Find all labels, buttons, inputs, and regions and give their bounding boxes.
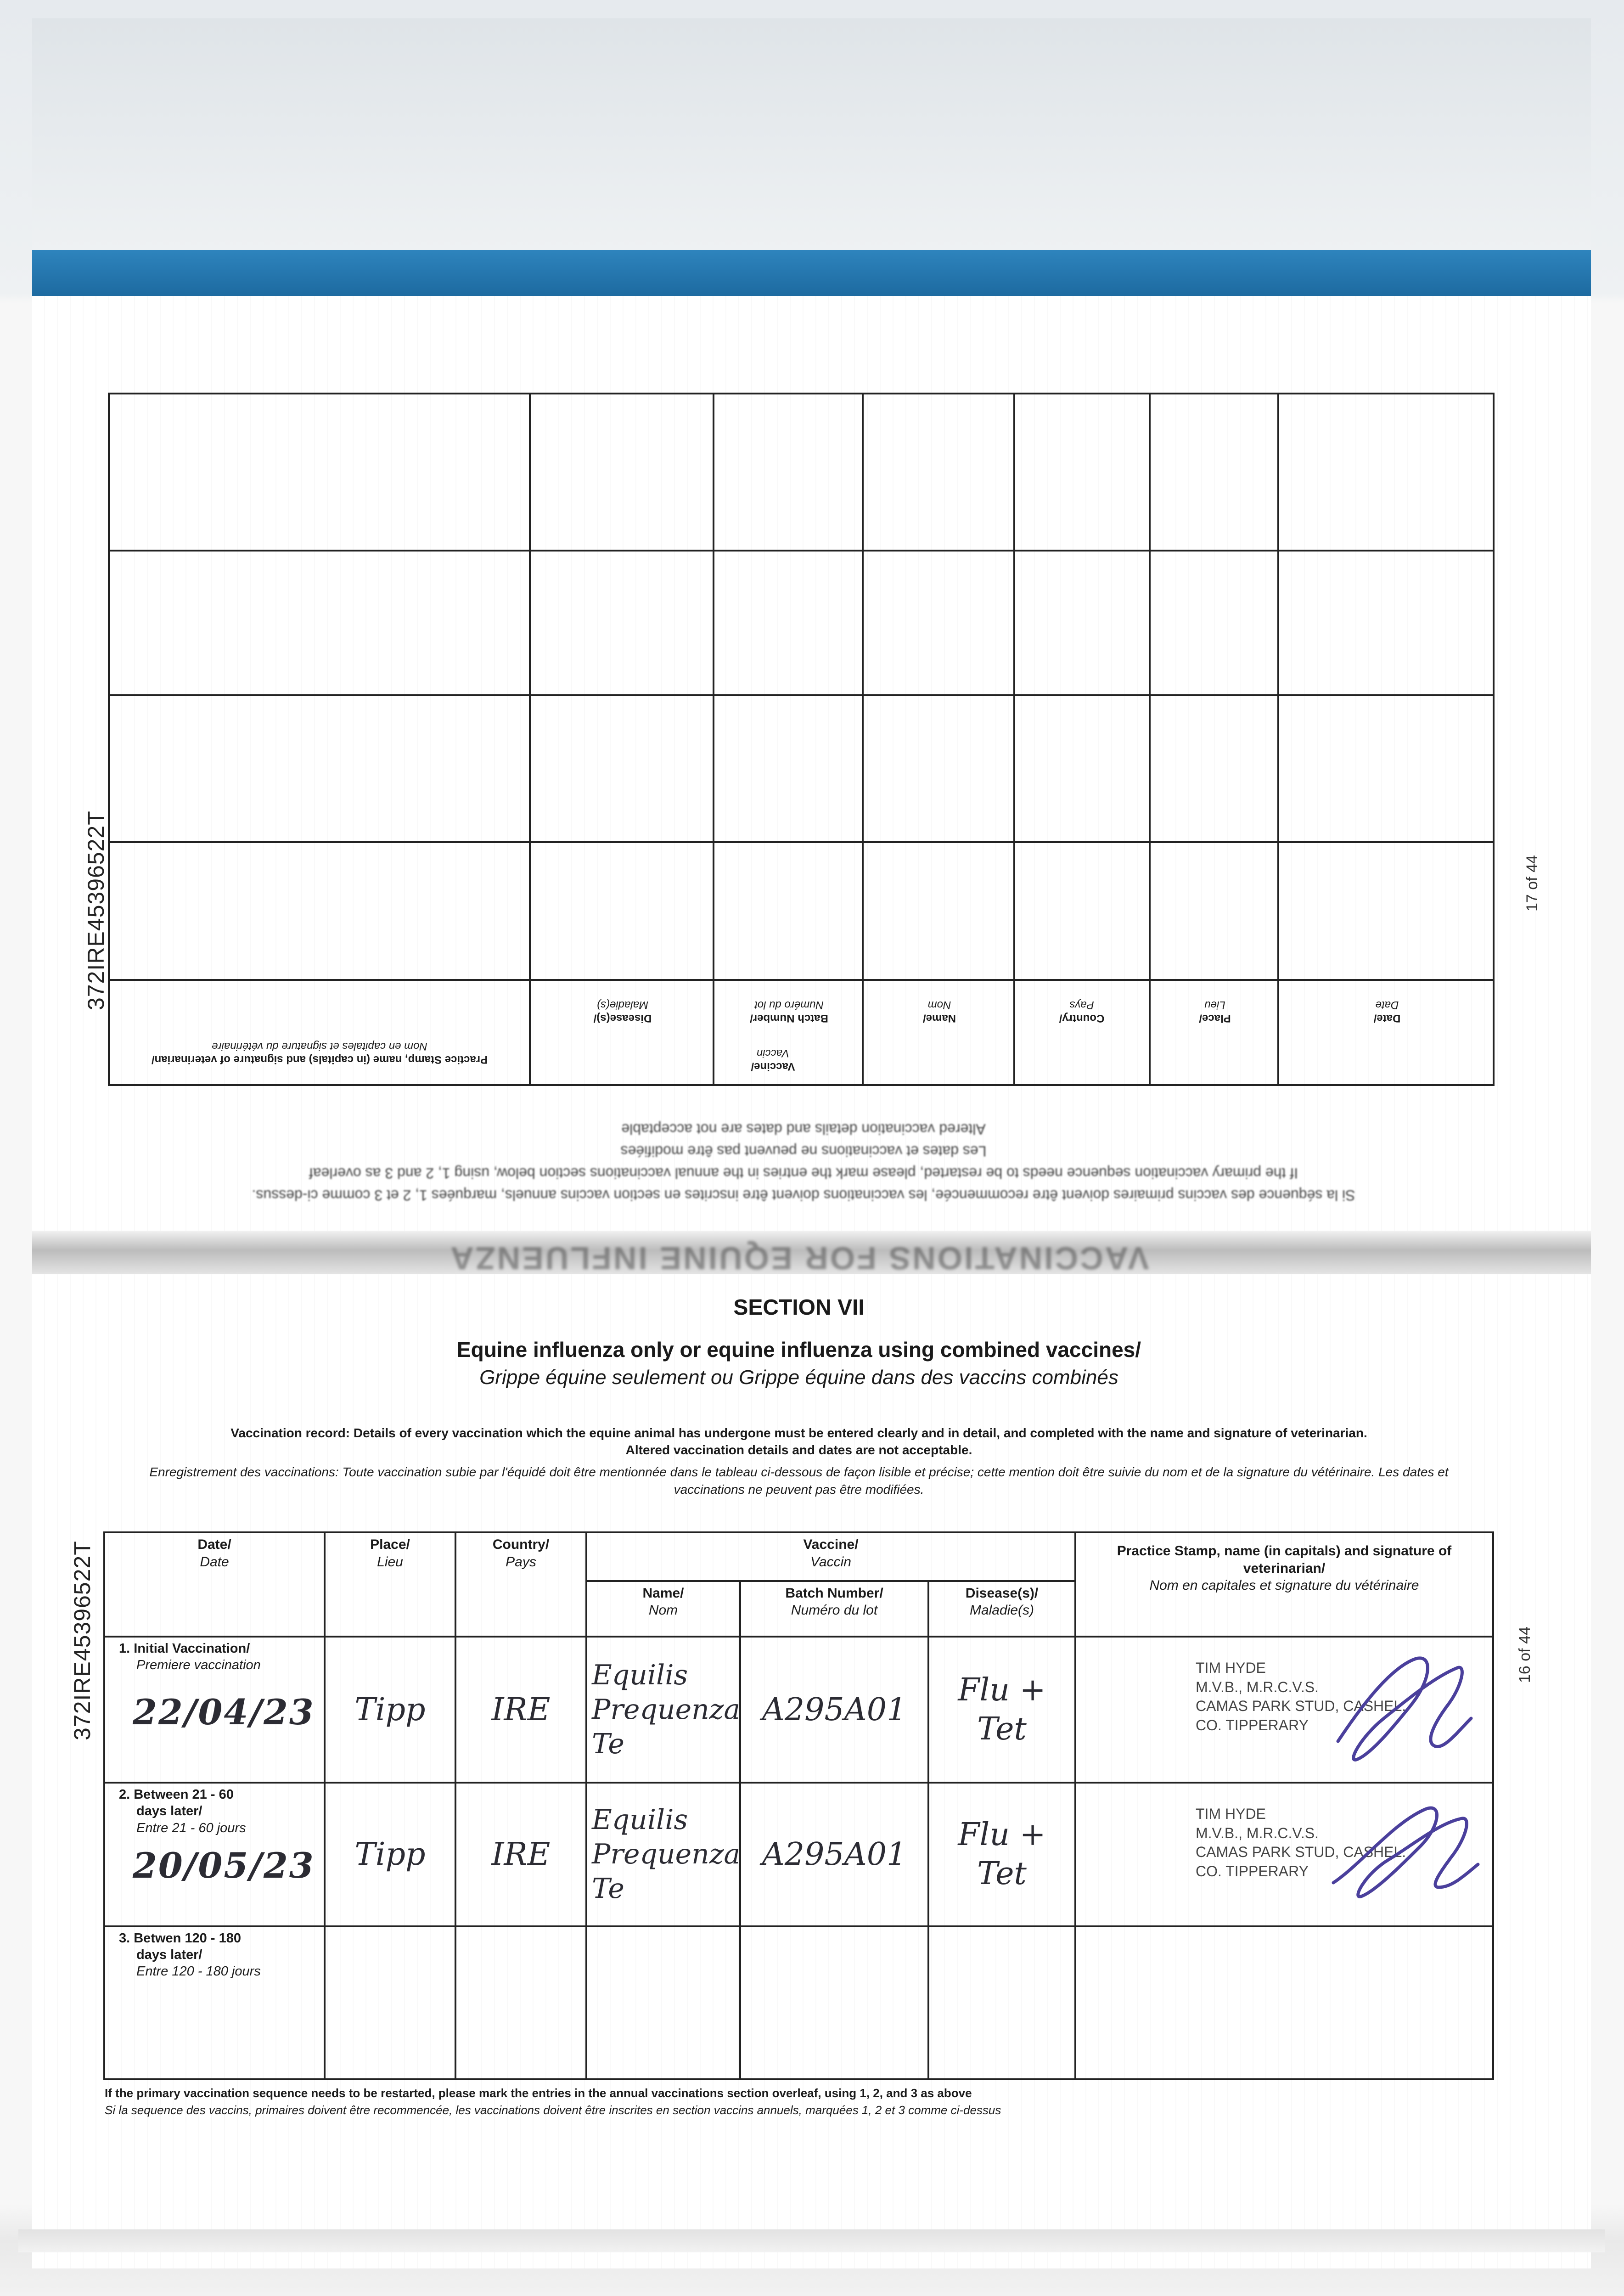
upper-practice-label-fr: Nom en capitales et signature du vétérinaire bbox=[212, 1040, 427, 1053]
row-3-country bbox=[455, 1926, 586, 2079]
upper-practice-header bbox=[113, 1039, 526, 1066]
upper-country-label-fr: Pays bbox=[1069, 999, 1094, 1012]
stamp-county: CO. TIPPERARY bbox=[1196, 1716, 1309, 1733]
disease-label: Disease(s)/ bbox=[965, 1585, 1039, 1601]
stamp-practice: CAMAS PARK STUD, CASHEL. bbox=[1196, 1698, 1406, 1715]
batch-number-header bbox=[740, 1581, 928, 1637]
row-3-batch-number bbox=[740, 1926, 928, 2079]
row-2-vaccine-name: Equilis Prequenza Te bbox=[586, 1783, 740, 1926]
disease-label-fr: Maladie(s) bbox=[969, 1603, 1034, 1618]
place-label-fr: Lieu bbox=[377, 1554, 403, 1570]
date-label: Date/ bbox=[197, 1537, 231, 1552]
grid-line bbox=[110, 550, 1493, 551]
row-2-country: IRE bbox=[455, 1783, 586, 1926]
upper-vaccine-header bbox=[535, 1046, 1011, 1073]
row-3-label-cell bbox=[104, 1926, 325, 2079]
record-instructions-english-2: Altered vaccination details and dates are not acceptable. bbox=[625, 1443, 972, 1457]
upper-note-fr-altered: Les dates et vaccinations ne peuvent pas être modifiées bbox=[620, 1143, 987, 1159]
upper-name-label-fr: Nom bbox=[927, 999, 951, 1012]
top-cover-edge bbox=[32, 18, 1591, 250]
date-label-fr: Date bbox=[200, 1554, 229, 1570]
upper-place-label: Place/ bbox=[1199, 1012, 1231, 1024]
row-1-label-fr: Premiere vaccination bbox=[136, 1658, 261, 1673]
upper-name-header bbox=[868, 998, 1011, 1024]
record-instructions-french: Enregistrement des vaccinations: Toute vaccination subie par l'équidé doit être mentionnée dans le tableau ci-dessous de façon lisible et précise; cette mention doit être suivie du nom et de la signature du vétérinaire. Les dates et vaccinations ne peuvent pas être modifiées. bbox=[149, 1465, 1449, 1497]
table-row bbox=[104, 1926, 1493, 2079]
vaccine-label-fr: Vaccin bbox=[810, 1554, 851, 1570]
date-header bbox=[104, 1532, 325, 1637]
row-2-label: 2. Between 21 - 60 bbox=[119, 1787, 234, 1802]
grid-line bbox=[110, 979, 1493, 981]
footnote-french: Si la sequence des vaccins, primaires doivent être recommencée, les vaccinations doivent être inscrites en section vaccins annuels, marquées 1, 2 et 3 comme ci-dessus bbox=[105, 2103, 1001, 2117]
upper-note-en-altered: Altered vaccination details and dates are not acceptable bbox=[621, 1121, 986, 1137]
practice-label: Practice Stamp, name (in capitals) and signature of veterinarian/ bbox=[1117, 1543, 1452, 1576]
header-row-1 bbox=[104, 1532, 1493, 1581]
upper-page-number: 17 of 44 bbox=[1523, 855, 1541, 912]
vaccine-header bbox=[586, 1532, 1075, 1581]
batch-label-fr: Numéro du lot bbox=[791, 1603, 878, 1618]
row-3-label-2: days later/ bbox=[136, 1947, 202, 1963]
blue-cover-band bbox=[32, 250, 1591, 296]
row-2-disease: Flu + Tet bbox=[928, 1783, 1075, 1926]
place-header bbox=[325, 1532, 455, 1637]
row-2-label-fr: Entre 21 - 60 jours bbox=[136, 1820, 246, 1835]
upper-date-label: Date/ bbox=[1373, 1012, 1401, 1024]
row-3-label-fr: Entre 120 - 180 jours bbox=[136, 1964, 261, 1979]
upper-date-label-fr: Date bbox=[1375, 999, 1399, 1012]
stamp-vet-name: TIM HYDE bbox=[1196, 1660, 1266, 1677]
disease-header bbox=[928, 1581, 1075, 1637]
upper-note-en-restart: If the primary vaccination sequence needs to be restarted, please mark the entries in the annual vaccinations section below, using 1, 2 and 3 as overleaf bbox=[309, 1165, 1298, 1182]
vet-stamp bbox=[1081, 1640, 1488, 1735]
upper-document-id: 372IRE45396522T bbox=[83, 810, 109, 1010]
row-3-place bbox=[325, 1926, 455, 2079]
stamp-qualifications: M.V.B., M.R.C.V.S. bbox=[1196, 1678, 1319, 1695]
grid-line bbox=[110, 694, 1493, 696]
upper-name-label: Name/ bbox=[922, 1012, 956, 1024]
stamp-vet-name: TIM HYDE bbox=[1196, 1806, 1266, 1822]
row-1-batch-number: A295A01 bbox=[740, 1637, 928, 1783]
upper-country-header bbox=[1017, 998, 1146, 1024]
table-row bbox=[104, 1783, 1493, 1926]
upper-practice-label: Practice Stamp, name (in capitals) and signature of veterinarian/ bbox=[151, 1053, 488, 1066]
footnote-english: If the primary vaccination sequence needs to be restarted, please mark the entries in the annual vaccinations section overleaf, using 1, 2, and 3 as above bbox=[105, 2086, 972, 2100]
primary-vaccination-table bbox=[103, 1531, 1494, 2080]
name-label-fr: Nom bbox=[648, 1603, 678, 1618]
vet-signature-icon bbox=[1320, 1649, 1485, 1769]
row-1-place: Tipp bbox=[325, 1637, 455, 1783]
country-label: Country/ bbox=[492, 1537, 550, 1552]
lower-page-number: 16 of 44 bbox=[1516, 1626, 1534, 1683]
upper-batch-label: Batch Number/ bbox=[750, 1012, 828, 1024]
row-2-practice-stamp bbox=[1075, 1783, 1493, 1926]
practice-stamp-header bbox=[1075, 1532, 1493, 1637]
upper-vaccination-table bbox=[108, 393, 1495, 1086]
row-3-disease bbox=[928, 1926, 1075, 2079]
country-label-fr: Pays bbox=[506, 1554, 536, 1570]
upper-batch-header bbox=[719, 998, 859, 1024]
row-1-practice-stamp bbox=[1075, 1637, 1493, 1783]
record-instructions-english: Vaccination record: Details of every vaccination which the equine animal has undergone must be entered clearly and in detail, and completed with the name and signature of veterinarian. bbox=[230, 1426, 1367, 1440]
stamp-county: CO. TIPPERARY bbox=[1196, 1863, 1309, 1880]
row-1-date: 22/04/23 bbox=[133, 1691, 315, 1733]
upper-note-block bbox=[230, 1118, 1377, 1206]
title-french: Grippe équine seulement ou Grippe équine dans des vaccins combinés bbox=[479, 1366, 1118, 1389]
row-1-label-cell bbox=[104, 1637, 325, 1783]
bottom-page-edge bbox=[18, 2229, 1605, 2252]
row-2-batch-number: A295A01 bbox=[740, 1783, 928, 1926]
upper-batch-label-fr: Numéro du lot bbox=[754, 999, 824, 1012]
grid-line bbox=[110, 841, 1493, 843]
table-row bbox=[104, 1637, 1493, 1783]
upper-place-header bbox=[1155, 998, 1275, 1024]
place-label: Place/ bbox=[370, 1537, 410, 1552]
vaccine-name-header bbox=[586, 1581, 740, 1637]
vaccine-label: Vaccine/ bbox=[803, 1537, 859, 1552]
row-1-label: 1. Initial Vaccination/ bbox=[119, 1641, 250, 1656]
country-header bbox=[455, 1532, 586, 1637]
lower-document-id: 372IRE45396522T bbox=[69, 1541, 95, 1740]
upper-disease-header bbox=[535, 998, 710, 1024]
practice-label-fr: Nom en capitales et signature du vétérinaire bbox=[1149, 1578, 1419, 1593]
upper-vaccine-label-fr: Vaccin bbox=[756, 1047, 790, 1060]
row-1-country: IRE bbox=[455, 1637, 586, 1783]
stamp-practice: CAMAS PARK STUD, CASHEL. bbox=[1196, 1844, 1406, 1861]
row-2-date: 20/05/23 bbox=[133, 1845, 315, 1886]
row-3-practice-stamp bbox=[1075, 1926, 1493, 2079]
batch-label: Batch Number/ bbox=[785, 1585, 883, 1601]
row-1-disease: Flu + Tet bbox=[928, 1637, 1075, 1783]
upper-vaccine-label: Vaccine/ bbox=[751, 1060, 795, 1073]
row-1-vaccine-name: Equilis Prequenza Te bbox=[586, 1637, 740, 1783]
row-3-vaccine-name bbox=[586, 1926, 740, 2079]
upper-grid bbox=[110, 394, 1493, 1084]
row-3-label: 3. Betwen 120 - 180 bbox=[119, 1930, 241, 1946]
upper-place-label-fr: Lieu bbox=[1204, 999, 1225, 1012]
title-english: Equine influenza only or equine influenza using combined vaccines/ bbox=[456, 1338, 1141, 1362]
row-2-label-2: days later/ bbox=[136, 1804, 202, 1819]
upper-country-label: Country/ bbox=[1059, 1012, 1105, 1024]
ghost-heading-through-paper: VACCINATIONS FOR EQUINE INFLUENZA bbox=[449, 1240, 1149, 1276]
upper-date-header bbox=[1288, 998, 1486, 1024]
stamp-qualifications: M.V.B., M.R.C.V.S. bbox=[1196, 1824, 1319, 1841]
vet-signature-icon bbox=[1320, 1795, 1485, 1915]
upper-disease-label-fr: Maladie(s) bbox=[596, 999, 649, 1012]
upper-note-fr-restart: Si la séquence des vaccins primaires doivent être recommencée, les vaccinations doivent être inscrites en section vaccins annuels, marquées 1, 2 et 3 comme ci-dessus. bbox=[252, 1187, 1355, 1204]
section-heading: SECTION VII bbox=[733, 1295, 865, 1320]
vet-stamp bbox=[1081, 1786, 1488, 1881]
row-2-label-cell bbox=[104, 1783, 325, 1926]
name-label: Name/ bbox=[642, 1585, 684, 1601]
upper-disease-label: Disease(s)/ bbox=[593, 1012, 652, 1024]
row-2-place: Tipp bbox=[325, 1783, 455, 1926]
